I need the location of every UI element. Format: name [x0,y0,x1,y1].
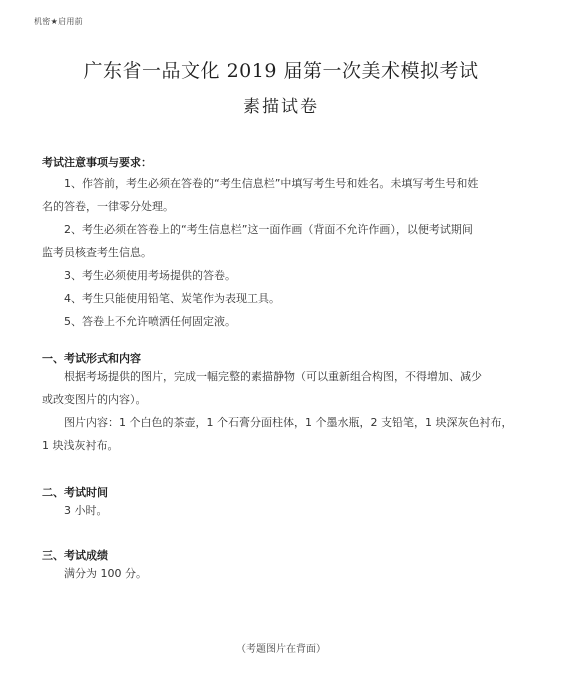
section1-line: 根据考场提供的图片，完成一幅完整的素描静物（可以重新组合构图，不得增加、减少 [64,370,482,383]
confidential-label: 机密★启用前 [34,17,83,26]
notice-line: 3、考生必须使用考场提供的答卷。 [64,269,236,282]
section1-line: 1 块浅灰衬布。 [42,439,119,452]
section3-line: 满分为 100 分。 [64,567,147,580]
notice-line: 5、答卷上不允许喷洒任何固定液。 [64,315,236,328]
section2-heading: 二、考试时间 [42,486,108,499]
notice-body [42,172,522,333]
exam-subtitle: 素描试卷 [243,97,319,117]
notice-line: 1、作答前，考生必须在答卷的“考生信息栏”中填写考生号和姓名。未填写考生号和姓 [64,177,479,190]
notice-line: 监考员核查考生信息。 [42,246,152,259]
section3-heading: 三、考试成绩 [42,549,108,562]
section1-heading: 一、考试形式和内容 [42,352,141,365]
section3-body [42,562,522,585]
section2-body [42,499,522,522]
section1-line: 图片内容：1 个白色的茶壶，1 个石膏分面柱体，1 个墨水瓶，2 支铅笔，1 块深灰色衬布， [64,416,513,429]
notice-line: 2、考生必须在答卷上的“考生信息栏”这一面作画（背面不允许作画），以便考试期间 [64,223,473,236]
exam-title: 广东省一品文化 2019 届第一次美术模拟考试 [83,60,479,82]
section1-body [42,365,522,457]
back-page-note: （考题图片在背面） [236,644,326,655]
section2-line: 3 小时。 [64,504,108,517]
notice-line: 名的答卷，一律零分处理。 [42,200,174,213]
section1-line: 或改变图片的内容）。 [42,393,147,406]
notice-line: 4、考生只能使用铅笔、炭笔作为表现工具。 [64,292,280,305]
notice-heading: 考试注意事项与要求： [42,156,152,169]
